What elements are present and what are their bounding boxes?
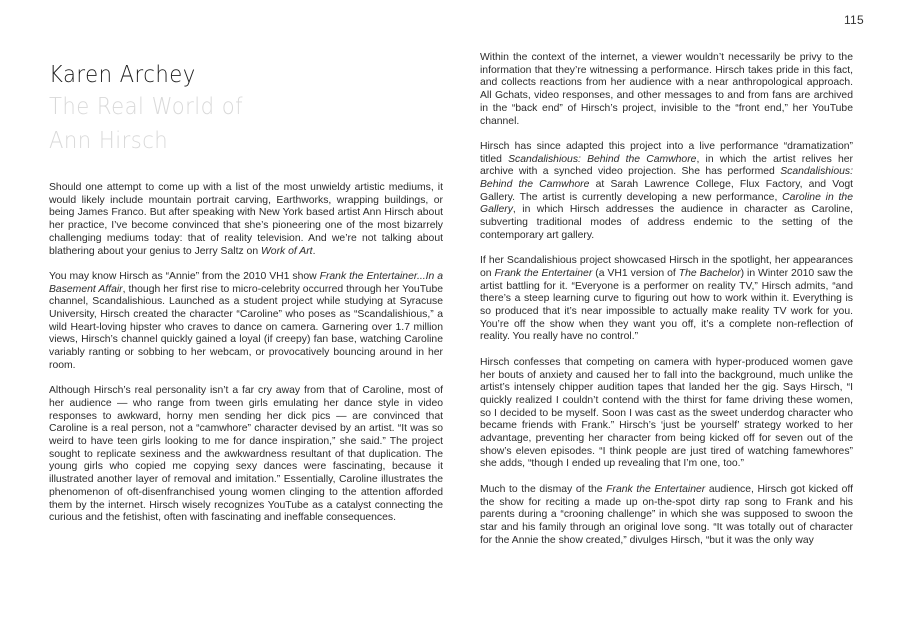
body-paragraph (480, 141, 853, 243)
paragraph-text: . (312, 245, 316, 257)
article-title-line-2: Ann Hirsch (49, 128, 169, 154)
body-paragraph (480, 52, 853, 128)
right-column (480, 52, 853, 560)
paragraph-text: Hirsch has since adapted this project into a live performance “dramatization” titled (480, 140, 853, 165)
left-column (49, 182, 443, 538)
italic-title-text: Work of Art (260, 245, 313, 257)
paragraph-text: Although Hirsch’s real personality isn’t a far cry away from that of Caroline, most of her audience — who range from tween girls emulating her dance style in video responses to awkward, horny men sending her dick pics — are convinced that Caroline is a real person, not a “camwhore” character devised by an artist. “It was so weird to have teen girls looking to me for dance inspiration,” she said.” The project sought to replicate sexiness and the awkwardness resultant of that duplication. The young girls who copied me copying sexy dances were fascinating, because it illustrated another layer of removal and imitation.” Essentially, Caroline illustrates the phenomenon of oft-disenfranchised young women clinging to the attention afforded them by the internet. Hirsch wisely recognizes YouTube as a catalyst connecting the curious and the fetishist, often with fascinating and ineffable consequences. (49, 385, 443, 524)
body-paragraph (480, 484, 853, 548)
italic-title-text: Frank the Entertainer...In a Basement Affair (49, 270, 443, 295)
paragraph-text: , in which Hirsch addresses the audience in character as Caroline, subverting traditional modes of address endemic to the setting of the contemporary art gallery. (480, 204, 853, 241)
paragraph-text: audience, Hirsch got kicked off the show for reciting a made up on-the-spot dirty rap song to Frank and his parents during a “crooning challenge” in which she was supposed to swoon the star and his family through an original love song. “It was totally out of character for the Annie the show created,” divulges Hirsch, “but it was the only way (480, 483, 854, 546)
body-paragraph (49, 385, 443, 525)
body-paragraph (49, 271, 443, 373)
paragraph-text: Hirsch confesses that competing on camera with hyper-produced women gave her bouts of anxiety and caused her to fall into the background, much unlike the artist’s intensely chipper audition tapes that landed her the gig. Says Hirsch, “I quickly realized I couldn’t contend with the thirst for fame driving these women, so I decided to be myself. Soon I was cast as the sweet underdog character who became friends with Frank.” Hirsch’s ‘just be yourself’ strategy worked to her advantage, preventing her character from being kicked off for seven out of the show’s eleven episodes. “I think people are just tired of watching famewhores” she adds, “though I ended up revealing that I’m one, too.” (480, 356, 853, 470)
paragraph-text: , though her first rise to micro-celebrity occurred through her YouTube channel, Scandalishious. Launched as a student project while studying at Syracuse University, Hirsch created the character “Caroline” who poses as “Scandalishious,” a wild Heart-loving hipster who craves to dance on camera. Garnering over 1.7 million views, Hirsch’s channel quickly gained a loyal (if creepy) fan base, watching Caroline variably ranting or sobbing to her webcam, or provocatively bouncing around in her room. (49, 283, 443, 371)
italic-title-text: The Bachelor (678, 267, 741, 279)
italic-title-text: Frank the Entertainer (606, 483, 706, 495)
article-title-line-1: The Real World of (49, 94, 244, 120)
paragraph-text: Within the context of the internet, a viewer wouldn’t necessarily be privy to the information that they’re witnessing a performance. Hirsch takes pride in this fact, and collects reactions from her audience with a near anthropological approach. All Gchats, video responses, and other messages to and from fans are archived in the “back end” of Hirsch’s project, invisible to the “front end,” her YouTube channel. (480, 52, 853, 127)
author-name: Karen Archey (49, 62, 196, 88)
paragraph-text: at Sarah Lawrence College, Flux Factory, and Vogt Gallery. The artist is currently developing a new performance, (480, 179, 854, 203)
paragraph-text: Much to the dismay of the (480, 483, 607, 495)
italic-title-text: Caroline in the Gallery (480, 191, 853, 216)
title-block (49, 60, 449, 158)
paragraph-text: You may know Hirsch as “Annie” from the 2010 VH1 show (49, 270, 320, 282)
paragraph-text: (a VH1 version of (592, 267, 679, 279)
body-paragraph (480, 255, 853, 344)
italic-title-text: Scandalishious: Behind the Camwhore (480, 166, 853, 191)
body-paragraph (480, 357, 853, 471)
paragraph-text: ) in Winter 2010 saw the artist battling for it. “Everyone is a performer on reality TV,” Hirsch admits, “and there’s a steep learning curve to figuring out how to work within it. Everything is so produced that it’s near impossible to actually make reality TV work for you. You’re off the show when they want you off, it’s a complete non-reflection of reality. You really have no control.” (480, 267, 853, 343)
paragraph-text: , in which the artist relives her archive with a synched video projection. She has performed (480, 153, 853, 178)
page-number: 115 (843, 13, 864, 27)
body-paragraph (49, 182, 443, 258)
italic-title-text: Scandalishious: Behind the Camwhore (508, 153, 697, 165)
italic-title-text: Frank the Entertainer (494, 267, 593, 279)
paragraph-text: Should one attempt to come up with a list of the most unwieldy artistic mediums, it would likely include mountain portrait carving, Earthworks, wrapping buildings, or being James Franco. But after speaking with New York based artist Ann Hirsch about her practice, I’ve become convinced that she’s pioneering one of the most bizarrely challenging mediums today: that of reality television. And we’re not talking about blathering about your genius to Jerry Saltz on (49, 182, 443, 257)
paragraph-text: If her Scandalishious project showcased Hirsch in the spotlight, her appearances on (480, 255, 853, 279)
